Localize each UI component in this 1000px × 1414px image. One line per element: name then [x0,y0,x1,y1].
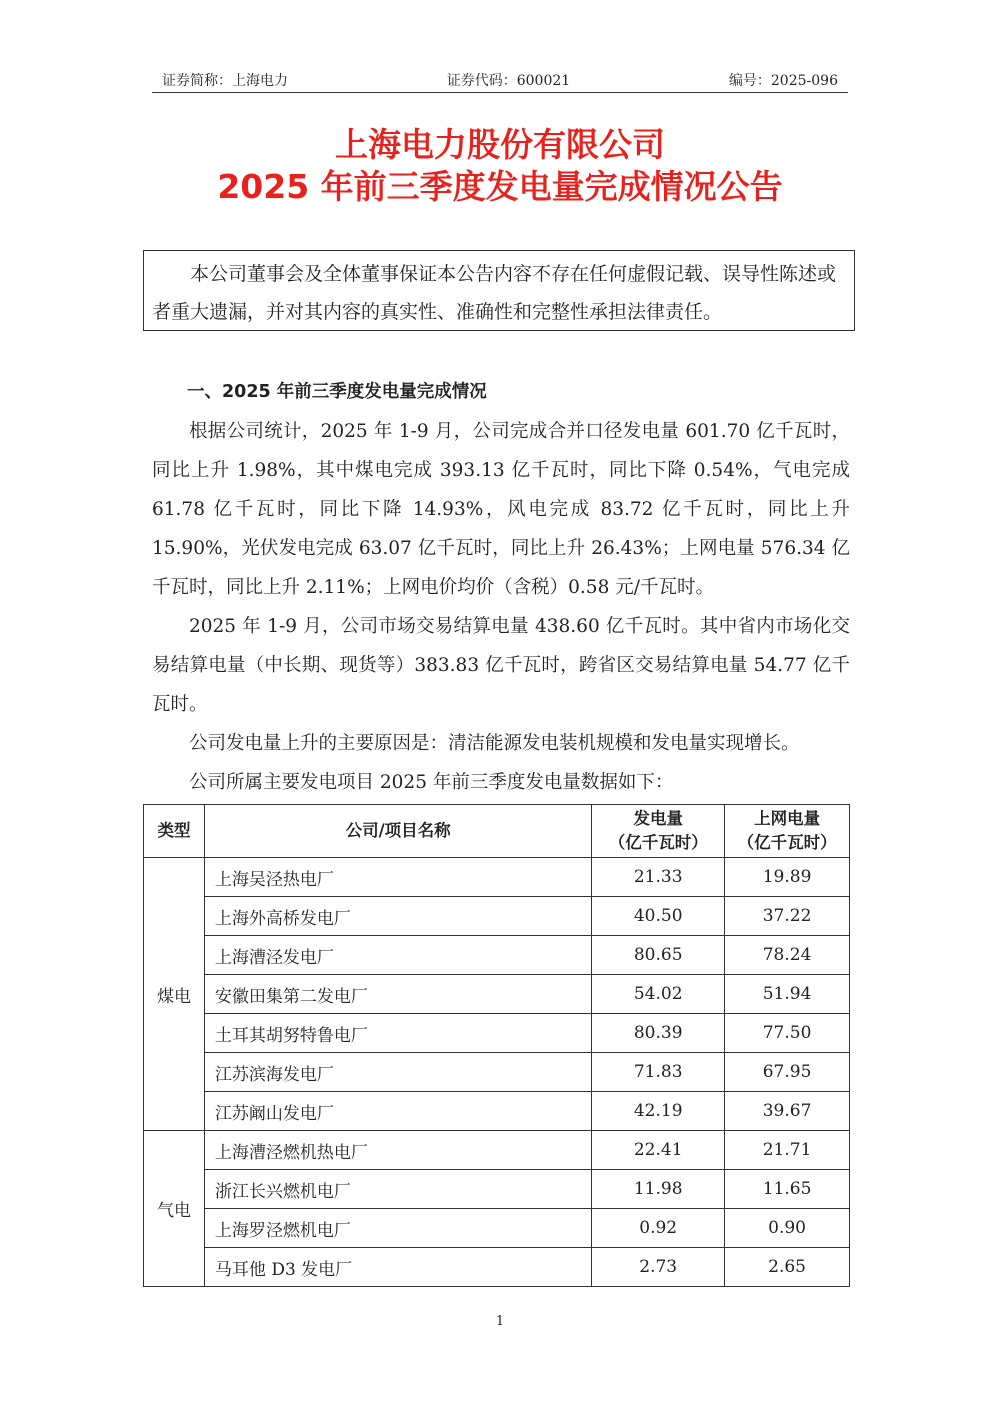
grid-value: 19.89 [725,858,850,897]
paragraph: 公司发电量上升的主要原因是：清洁能源发电装机规模和发电量实现增长。 [189,733,800,754]
generation-value: 2.73 [592,1248,725,1287]
table-row [144,1248,850,1287]
table-header-row [144,805,850,858]
header-name: 公司/项目名称 [204,805,591,858]
table-row [144,897,850,936]
project-name: 安徽田集第二发电厂 [204,975,591,1014]
header-generation: 发电量 （亿千瓦时） [592,805,725,858]
table-row [144,936,850,975]
paragraph: 根据公司统计，2025 年 1-9 月，公司完成合并口径发电量 601.70 亿千瓦时，同比上升 1.98%，其中煤电完成 393.13 亿千瓦时，同比下降 0.54%，气电完成 61.78 亿千瓦时，同比下降 14.93%，风电完成 83.72 亿千瓦时，同比上升 15.90%，光伏发电完成 63.07 亿千瓦时，同比上升 26.43%；上网电量 576.34 亿千瓦时，同比上升 2.11%；上网电价均价（含税）0.58 元/千瓦时。 [152,421,850,598]
header-grid: 上网电量 （亿千瓦时） [725,805,850,858]
page-header [152,70,848,93]
table-row [144,1053,850,1092]
project-name: 上海漕泾发电厂 [204,936,591,975]
section-heading: 一、2025 年前三季度发电量完成情况 [187,382,487,402]
grid-value: 67.95 [725,1053,850,1092]
header-type: 类型 [144,805,205,858]
paragraph: 2025 年 1-9 月，公司市场交易结算电量 438.60 亿千瓦时。其中省内市场化交易结算电量（中长期、现货等）383.83 亿千瓦时，跨省区交易结算电量 54.77 亿千瓦时。 [152,616,850,715]
page-number: 1 [495,1314,505,1329]
generation-value: 11.98 [592,1170,725,1209]
table-row [144,1131,850,1170]
project-name: 上海漕泾燃机热电厂 [204,1131,591,1170]
grid-value: 11.65 [725,1170,850,1209]
project-name: 土耳其胡努特鲁电厂 [204,1014,591,1053]
generation-value: 71.83 [592,1053,725,1092]
document-title [0,124,1000,208]
grid-value: 0.90 [725,1209,850,1248]
project-name: 上海罗泾燃机电厂 [204,1209,591,1248]
generation-value: 80.39 [592,1014,725,1053]
table-row [144,1170,850,1209]
project-name: 上海吴泾热电厂 [204,858,591,897]
stock-code: 证券代码：600021 [446,73,571,89]
disclaimer-box: 本公司董事会及全体董事保证本公告内容不存在任何虚假记载、误导性陈述或者重大遗漏，并对其内容的真实性、准确性和完整性承担法律责任。 [143,250,855,331]
stock-short-name: 证券简称：上海电力 [162,73,288,89]
generation-value: 80.65 [592,936,725,975]
generation-value: 0.92 [592,1209,725,1248]
title-line-1: 上海电力股份有限公司 [335,125,665,164]
table-row [144,1014,850,1053]
table-row [144,975,850,1014]
grid-value: 2.65 [725,1248,850,1287]
table-row [144,1092,850,1131]
grid-value: 37.22 [725,897,850,936]
project-name: 江苏阚山发电厂 [204,1092,591,1131]
generation-value: 22.41 [592,1131,725,1170]
type-cell: 煤电 [144,858,205,1131]
grid-value: 51.94 [725,975,850,1014]
table-row [144,1209,850,1248]
generation-table [143,804,850,1287]
title-line-2: 2025 年前三季度发电量完成情况公告 [217,167,783,206]
grid-value: 21.71 [725,1131,850,1170]
grid-value: 77.50 [725,1014,850,1053]
generation-value: 40.50 [592,897,725,936]
project-name: 江苏滨海发电厂 [204,1053,591,1092]
project-name: 浙江长兴燃机电厂 [204,1170,591,1209]
table-row [144,858,850,897]
generation-value: 21.33 [592,858,725,897]
generation-value: 54.02 [592,975,725,1014]
paragraph: 公司所属主要发电项目 2025 年前三季度发电量数据如下： [189,772,674,793]
grid-value: 78.24 [725,936,850,975]
grid-value: 39.67 [725,1092,850,1131]
project-name: 上海外高桥发电厂 [204,897,591,936]
type-cell: 气电 [144,1131,205,1287]
section-1 [152,373,850,802]
announcement-number: 编号：2025-096 [728,73,838,89]
generation-value: 42.19 [592,1092,725,1131]
project-name: 马耳他 D3 发电厂 [204,1248,591,1287]
